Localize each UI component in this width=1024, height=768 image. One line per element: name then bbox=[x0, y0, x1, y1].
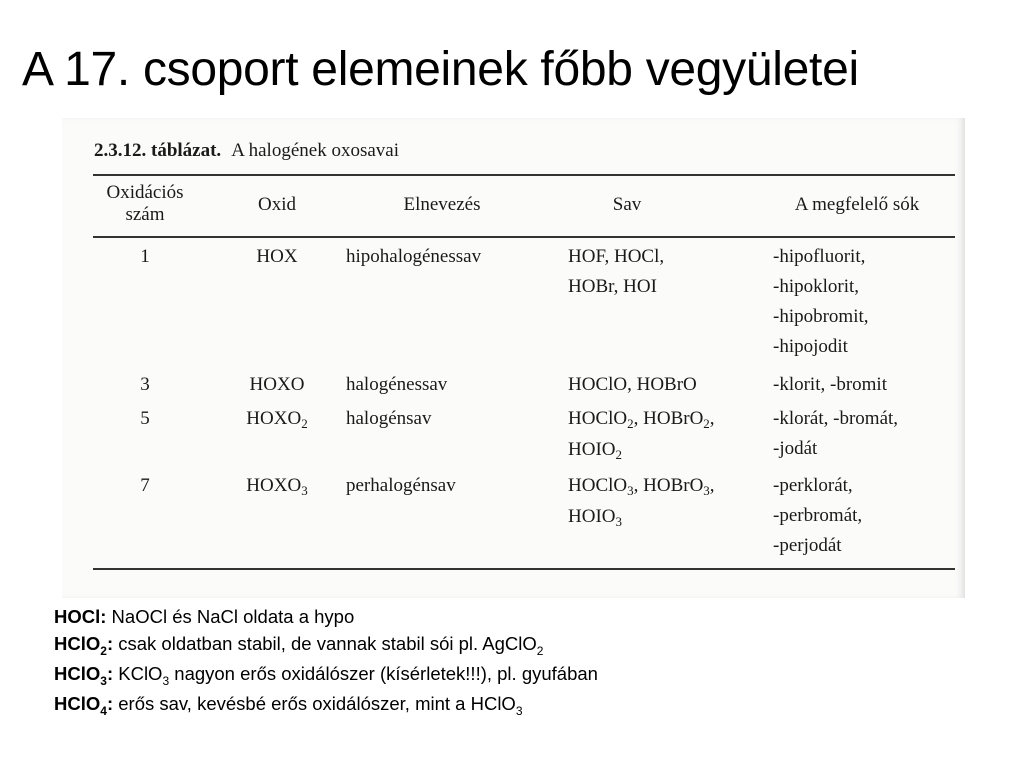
acid-text: HOClO bbox=[568, 475, 628, 496]
row-oxidation: 7 bbox=[140, 475, 150, 496]
note-hclo3 bbox=[54, 660, 598, 690]
row-name: hipohalogénessav bbox=[346, 246, 482, 267]
acid-text: HOClO bbox=[568, 408, 628, 429]
acid-text: , HOBrO bbox=[633, 475, 704, 496]
acid-line bbox=[568, 502, 715, 533]
acid-line bbox=[568, 435, 715, 466]
oxide-formula: HOXO bbox=[246, 475, 302, 496]
note-label bbox=[54, 606, 106, 627]
acid-subscript: 3 bbox=[703, 483, 710, 498]
note-subscript: 3 bbox=[162, 674, 170, 688]
row-oxide: HOXO bbox=[249, 374, 305, 395]
row-acid bbox=[568, 242, 664, 302]
acid-subscript: 2 bbox=[615, 447, 622, 462]
row-acid bbox=[568, 471, 715, 533]
row-oxidation: 1 bbox=[140, 246, 150, 267]
note-label bbox=[54, 693, 114, 718]
acid-line bbox=[568, 404, 715, 435]
row-acid: HOClO, HOBrO bbox=[568, 374, 697, 395]
note-hocl bbox=[54, 603, 598, 630]
table-caption-number: 2.3.12. táblázat. bbox=[94, 140, 222, 161]
note-hclo2 bbox=[54, 630, 598, 660]
note-label-subscript: 2 bbox=[100, 644, 107, 658]
note-subscript: 2 bbox=[536, 644, 544, 658]
row-salts bbox=[773, 242, 869, 362]
slide-title: A 17. csoport elemeinek főbb vegyületei bbox=[22, 43, 859, 96]
salt-line: -hipobromit, bbox=[773, 306, 869, 327]
salt-line: -perklorát, bbox=[773, 475, 853, 496]
row-oxidation: 3 bbox=[140, 374, 150, 395]
salt-line: -hipojodit bbox=[773, 336, 848, 357]
note-label bbox=[54, 633, 114, 658]
note-label-text: HOCl bbox=[54, 606, 101, 627]
row-oxide bbox=[222, 404, 332, 435]
oxide-subscript: 3 bbox=[301, 483, 308, 498]
acid-subscript: 3 bbox=[615, 514, 622, 529]
salt-line: -jodát bbox=[773, 438, 818, 459]
note-colon: : bbox=[106, 663, 114, 684]
row-salts: -klorit, -bromit bbox=[773, 374, 887, 395]
salt-line: -klorát, -bromát, bbox=[773, 408, 899, 429]
table-top-rule bbox=[93, 174, 955, 176]
header-oxidation-line2: szám bbox=[125, 204, 165, 225]
acid-text: , bbox=[709, 475, 715, 496]
table-header-rule bbox=[93, 236, 955, 238]
note-colon: : bbox=[100, 606, 107, 627]
header-oxidation-line1: Oxidációs bbox=[106, 182, 184, 203]
note-label-subscript: 4 bbox=[100, 704, 107, 718]
note-label-text: HClO bbox=[54, 663, 101, 684]
row-name: halogénsav bbox=[346, 408, 432, 429]
note-hclo4 bbox=[54, 690, 598, 720]
acid-text: HOIO bbox=[568, 506, 616, 527]
row-oxidation: 5 bbox=[140, 408, 150, 429]
note-colon: : bbox=[106, 693, 114, 714]
row-salts bbox=[773, 404, 898, 464]
note-label-text: HClO bbox=[54, 633, 101, 654]
header-name: Elnevezés bbox=[403, 194, 481, 215]
oxide-formula: HOXO bbox=[246, 408, 302, 429]
acid-line bbox=[568, 471, 715, 502]
note-text: csak oldatban stabil, de vannak stabil sói pl. AgClO bbox=[113, 633, 537, 654]
acid-subscript: 2 bbox=[627, 416, 634, 431]
header-salts: A megfelelő sók bbox=[794, 194, 920, 215]
salt-line: -perbromát, bbox=[773, 505, 863, 526]
header-acid: Sav bbox=[612, 194, 642, 215]
oxide-subscript: 2 bbox=[301, 416, 308, 431]
note-text: NaOCl és NaCl oldata a hypo bbox=[106, 606, 355, 627]
acid-subscript: 2 bbox=[703, 416, 710, 431]
note-label-subscript: 3 bbox=[100, 674, 107, 688]
row-name: perhalogénsav bbox=[346, 475, 456, 496]
note-text: nagyon erős oxidálószer (kísérletek!!!), pl. gyufában bbox=[169, 663, 598, 684]
acid-text: HOIO bbox=[568, 439, 616, 460]
note-text: erős sav, kevésbé erős oxidálószer, mint a HClO bbox=[113, 693, 516, 714]
acid-line: HOBr, HOI bbox=[568, 276, 657, 297]
salt-line: -hipofluorit, bbox=[773, 246, 866, 267]
acid-line: HOF, HOCl, bbox=[568, 246, 665, 267]
row-acid bbox=[568, 404, 715, 466]
acid-subscript: 3 bbox=[627, 483, 634, 498]
table-caption-text: A halogének oxosavai bbox=[231, 140, 399, 161]
acid-text: , HOBrO bbox=[633, 408, 704, 429]
salt-line: -perjodát bbox=[773, 535, 842, 556]
scanned-table-image bbox=[62, 118, 965, 598]
note-text: KClO bbox=[113, 663, 163, 684]
table-bottom-rule bbox=[93, 568, 955, 570]
note-subscript: 3 bbox=[515, 704, 523, 718]
header-oxide: Oxid bbox=[258, 194, 296, 215]
header-oxidation-number bbox=[90, 182, 200, 226]
note-colon: : bbox=[106, 633, 114, 654]
note-label-text: HClO bbox=[54, 693, 101, 714]
row-salts bbox=[773, 471, 862, 561]
row-oxide bbox=[222, 471, 332, 502]
acid-text: , bbox=[709, 408, 715, 429]
salt-line: -hipoklorit, bbox=[773, 276, 860, 297]
row-oxide: HOX bbox=[256, 246, 298, 267]
row-name: halogénessav bbox=[346, 374, 448, 395]
note-label bbox=[54, 663, 114, 688]
notes-list bbox=[54, 603, 598, 720]
table-caption bbox=[94, 140, 399, 162]
